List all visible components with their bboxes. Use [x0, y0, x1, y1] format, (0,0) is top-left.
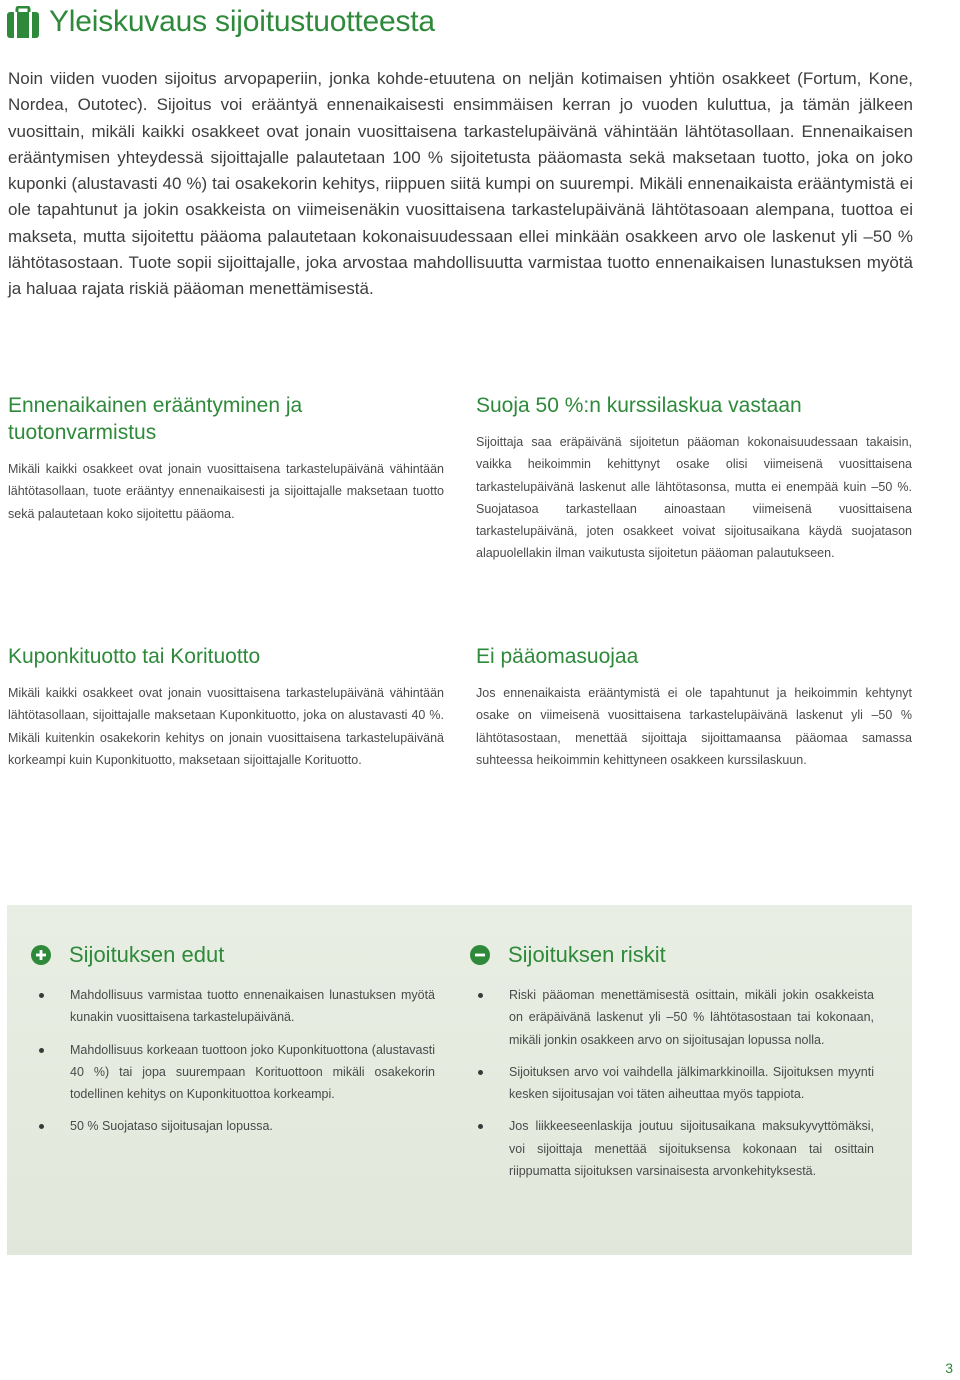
pros-cons-panel — [7, 905, 912, 1255]
risks-heading: Sijoituksen riskit — [508, 942, 666, 967]
benefits-column — [31, 941, 435, 1148]
risks-list — [470, 984, 874, 1182]
section-heading: Kuponkituotto tai Korituotto — [8, 645, 261, 668]
section-heading: Suoja 50 %:n kurssilaskua vastaan — [476, 394, 802, 417]
page-header — [7, 4, 435, 40]
plus-icon — [31, 945, 51, 965]
intro-paragraph: Noin viiden vuoden sijoitus arvopaperiin, jonka kohde-etuutena on neljän kotimaisen yhtiön osakkeet (Fortum, Kone, Nordea, Outotec). Sijoitus voi erääntyä ennenaikaisesti ensimmäisen kerran jo vuoden kuluttua, ja tämän jälkeen vuosittain, mikäli kaikki osakkeet ovat jonain vuosittaisena tarkastelupäivänä vähintään lähtötasollaan. Ennenaikaisen erääntymisen yhteydessä sijoittajalle palautetaan 100 % sijoitetusta pääomasta sekä maksetaan tuotto, joka on joko kuponki (alustavasti 40 %) tai osakekorin kehitys, riippuen siitä kumpi on suurempi. Mikäli ennenaikaista erääntymistä ei ole tapahtunut ja jokin osakkeista on viimeisenäkin vuosittaisena tarkastelupäivänä lähtötasoaan alempana, tuottoa ei makseta, mutta sijoitettu pääoma palautetaan kokonaisuudessaan ellei minkään osakkeen arvo ole laskenut yli –50 % lähtötasostaan. Tuote sopii sijoittajalle, joka arvostaa mahdollisuutta varmistaa tuotto ennenaikaisen lunastuksen myötä ja haluaa rajata riskiä pääoman menettämisestä. — [8, 69, 913, 299]
list-item: Sijoituksen arvo voi vaihdella jälkimarkkinoilla. Sijoituksen myynti kesken sijoitusajan voi täten aiheuttaa myös tappiota. — [470, 1061, 874, 1106]
risks-column — [470, 941, 874, 1192]
list-item: Mahdollisuus varmistaa tuotto ennenaikaisen lunastuksen myötä kunakin vuosittaisena tarkastelupäivänä. — [31, 984, 435, 1029]
page-title: Yleiskuvaus sijoitustuotteesta — [49, 5, 435, 38]
section-coupon-return — [8, 643, 444, 771]
list-item: Riski pääoman menettämisestä osittain, mikäli jokin osakkeista on eräpäivänä laskenut yli –50 % lähtötasostaan tai kokonaan, mikäli jonkin osakkeen arvo on sijoitusajan lopussa nolla. — [470, 984, 874, 1051]
benefits-list — [31, 984, 435, 1138]
section-heading: Ei pääomasuojaa — [476, 645, 639, 668]
section-no-capital-protection — [476, 643, 912, 771]
list-item: Jos liikkeeseenlaskija joutuu sijoitusaikana maksukyvyttömäksi, voi sijoittaja menettää sijoituksensa kokonaan tai osittain riippumatta sijoituksen varsinaisesta arvonkehityksestä. — [470, 1115, 874, 1182]
briefcase-icon — [7, 6, 39, 38]
risks-header — [470, 941, 874, 969]
section-protection — [476, 392, 912, 565]
section-body: Mikäli kaikki osakkeet ovat jonain vuosittaisena tarkastelupäivänä vähintään lähtötasollaan, tuote erääntyy ennenaikaisesti ja sijoittajalle maksetaan tuotto sekä palautetaan koko sijoitettu pääoma. — [8, 462, 444, 521]
list-item: 50 % Suojataso sijoitusajan lopussa. — [31, 1115, 435, 1137]
benefits-header — [31, 941, 435, 969]
section-body: Jos ennenaikaista erääntymistä ei ole tapahtunut ja heikoimmin kehtynyt osake on viimeisenä vuosittaisena tarkastelupäivänä laskenut yli –50 % lähtötasostaan, menettää sijoittaja sijoittamaansa pääomaa samassa suhteessa heikoimmin kehittyneen osakkeen kurssilaskuun. — [476, 686, 912, 767]
section-heading: Ennenaikainen erääntyminen ja tuotonvarmistus — [8, 394, 303, 444]
page-number: 3 — [945, 1360, 953, 1376]
minus-icon — [470, 945, 490, 965]
benefits-heading: Sijoituksen edut — [69, 942, 225, 967]
section-body: Sijoittaja saa eräpäivänä sijoitetun pääoman kokonaisuudessaan takaisin, vaikka heikoimmin kehittynyt osake olisi viimeisenä vuosittaisena tarkastelupäivänä laskenut alle lähtötasonsa, mutta ei enempää kuin –50 %. Suojatasoa tarkastellaan ainoastaan viimeisenä vuosittaisena tarkastelupäivänä, joten osakkeet voivat sijoitusaikana käydä suojatason alapuolellakin ilman vaikutusta sijoitetun pääoman palautukseen. — [476, 435, 912, 561]
list-item: Mahdollisuus korkeaan tuottoon joko Kuponkituottona (alustavasti 40 %) tai jopa suurempaan Korituottoon mikäli osakekorin todellinen kehitys on Kuponkituottoa korkeampi. — [31, 1039, 435, 1106]
section-body: Mikäli kaikki osakkeet ovat jonain vuosittaisena tarkastelupäivänä vähintään lähtötasollaan, sijoittajalle maksetaan Kuponkituotto, joka on alustavasti 40 %. Mikäli kuitenkin osakekorin kehitys on jonain vuosittaisena tarkastelupäivänä korkeampi kuin Kuponkituotto, maksetaan sijoittajalle Korituotto. — [8, 686, 444, 767]
section-early-maturity — [8, 392, 444, 525]
